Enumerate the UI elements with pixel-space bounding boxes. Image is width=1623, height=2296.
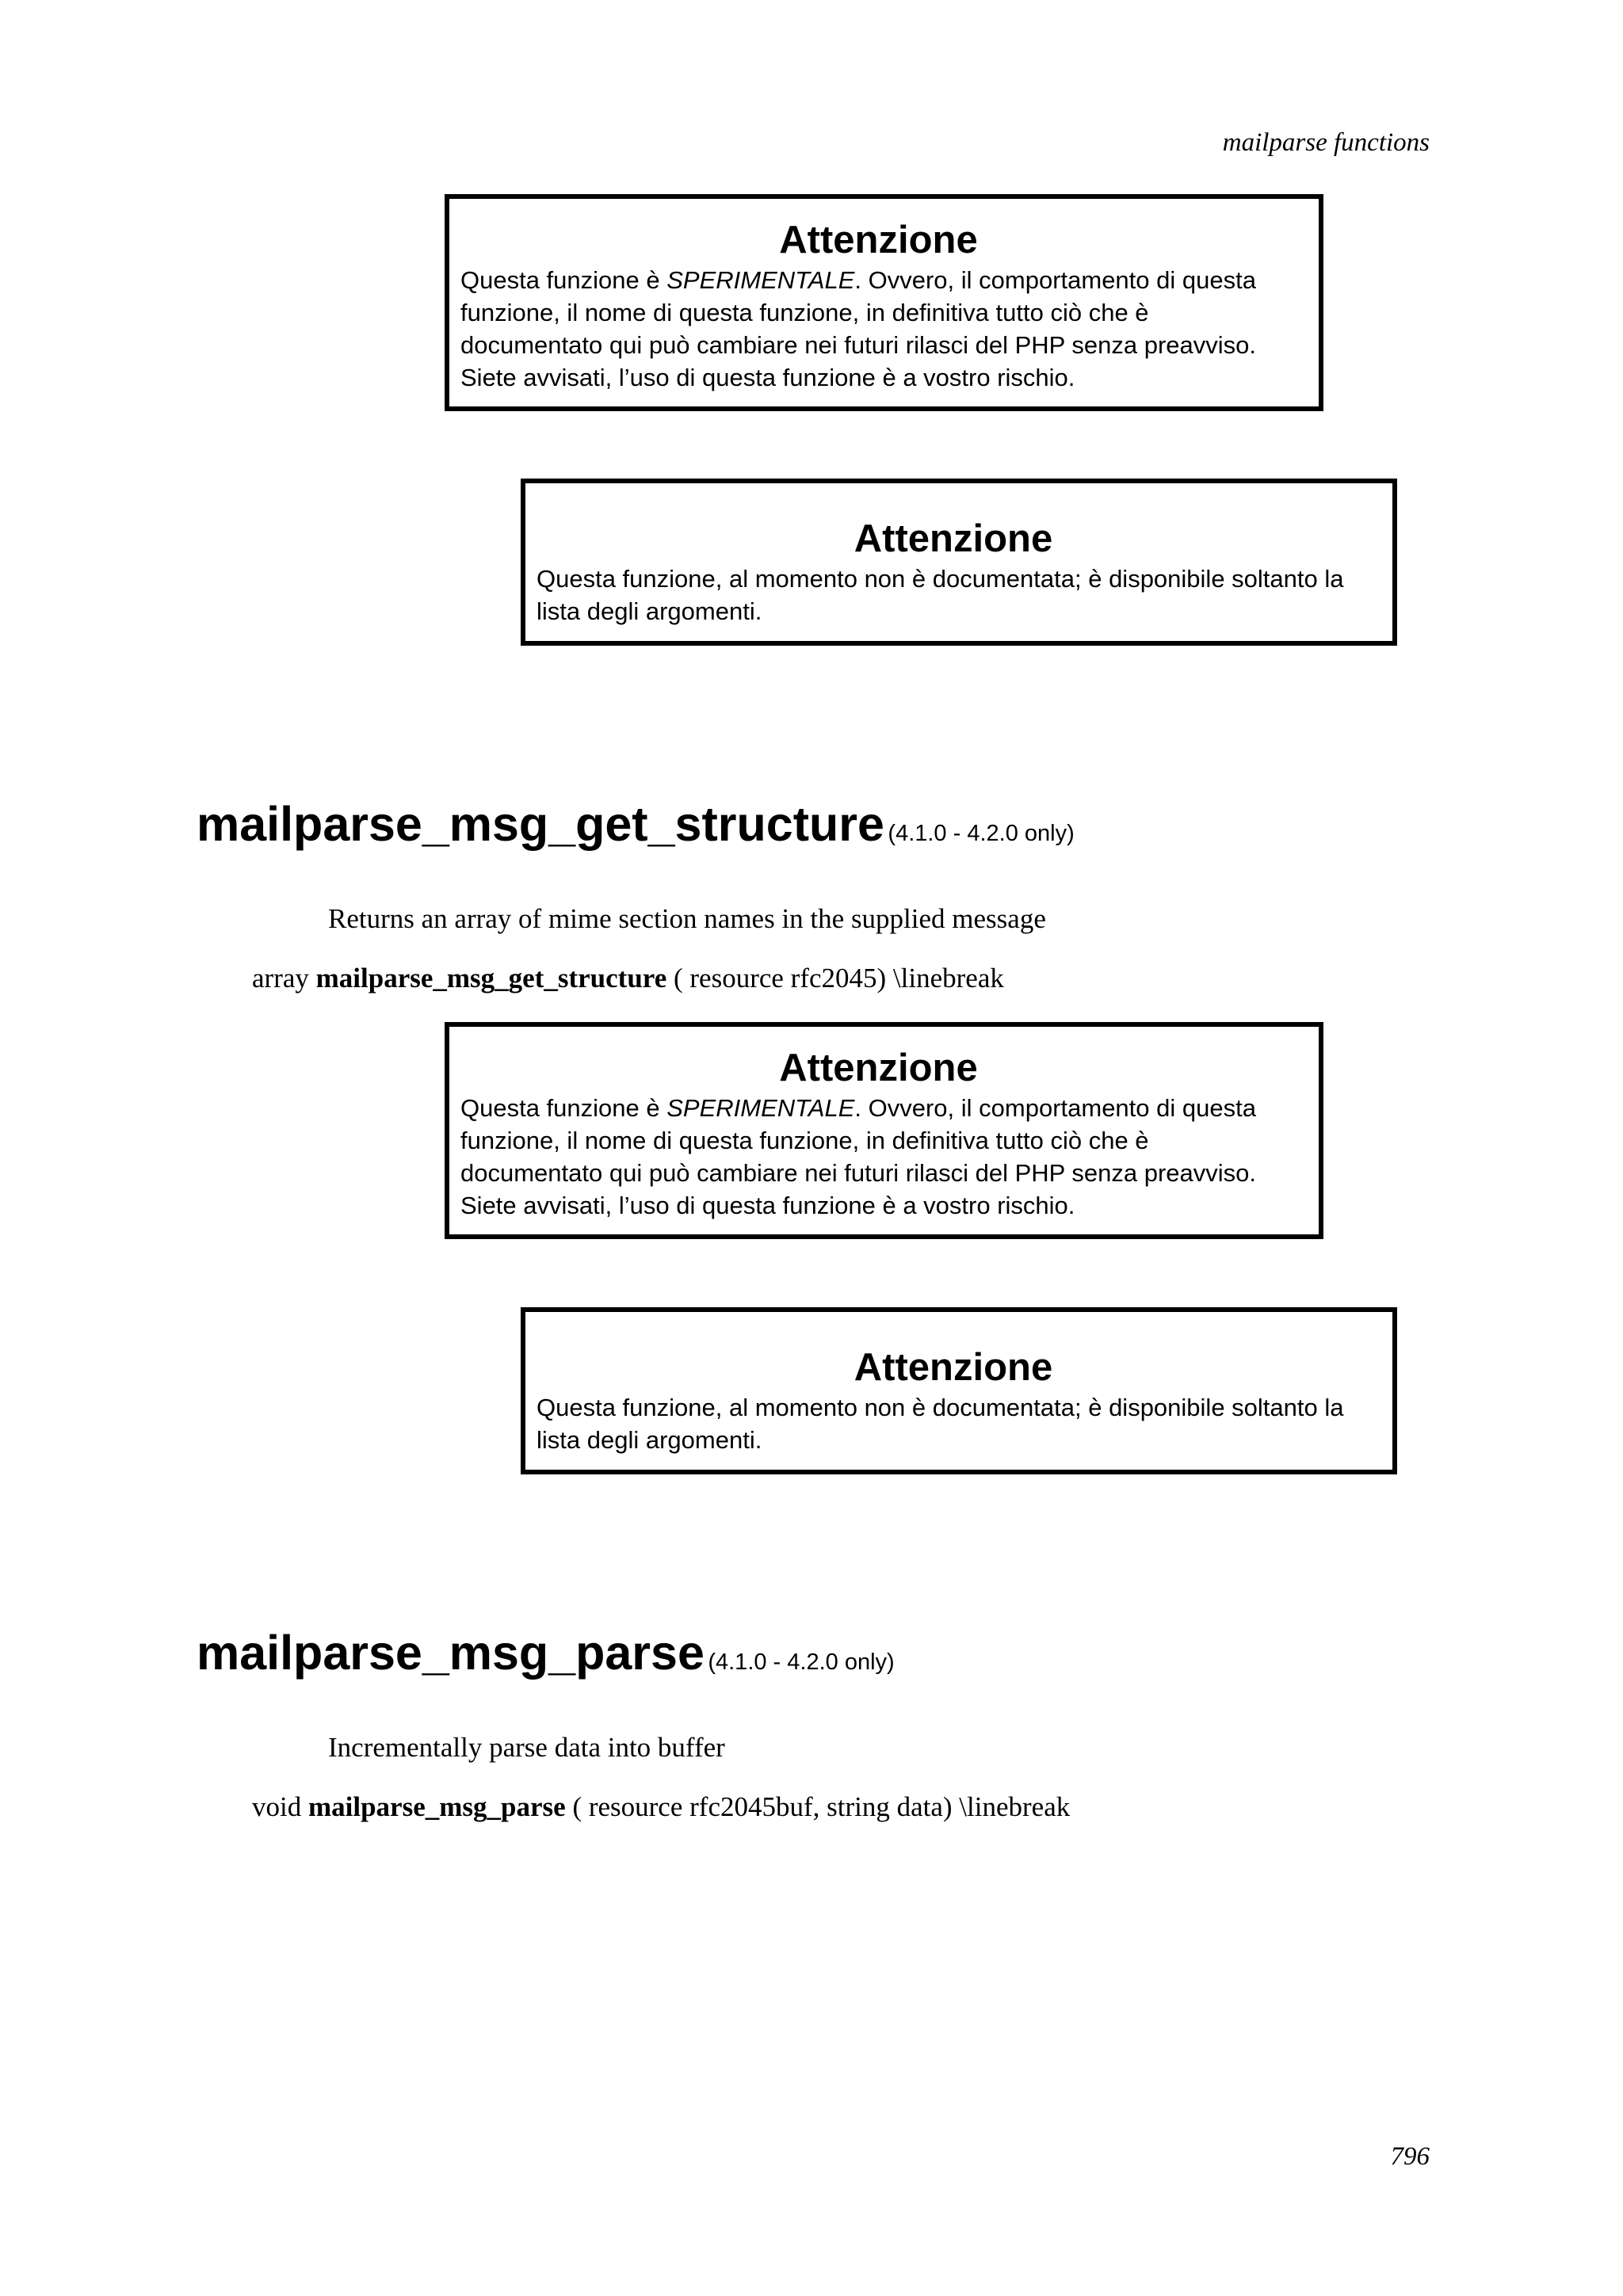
undocumented-warning-box — [521, 479, 1397, 646]
experimental-warning-box — [445, 194, 1323, 411]
running-header: mailparse functions — [1222, 128, 1430, 157]
function-purpose: Returns an array of mime section names in the supplied message — [328, 903, 1046, 934]
synopsis-return-type: array — [252, 963, 309, 994]
function-synopsis — [252, 962, 1004, 995]
warning-title: Attenzione — [854, 517, 1053, 560]
function-version: (4.1.0 - 4.2.0 only) — [708, 1650, 895, 1675]
warning-body-before: Questa funzione è — [460, 1094, 667, 1122]
function-heading — [197, 795, 1075, 852]
synopsis-function-name: mailparse_msg_parse — [307, 1791, 566, 1822]
warning-body: Questa funzione, al momento non è documentata; è disponibile soltanto la lista degli argomenti. — [537, 565, 1344, 625]
synopsis-arguments: ( resource rfc2045) \linebreak — [666, 963, 1004, 994]
warning-title: Attenzione — [779, 1047, 978, 1089]
function-purpose: Incrementally parse data into buffer — [328, 1732, 725, 1763]
warning-body-emphasis: SPERIMENTALE — [666, 1094, 855, 1122]
warning-body-after: . Ovvero, il comportamento di questa funzione, il nome di questa funzione, in definitiva tutto ciò che è documentato qui può cambiare nei futuri rilasci del PHP senza preavviso. Siete avvisati, l’uso di questa funzione è a vostro rischio. — [460, 1094, 1257, 1219]
synopsis-function-name: mailparse_msg_get_structure — [315, 963, 667, 994]
function-heading — [197, 1624, 895, 1681]
undocumented-warning-box — [521, 1307, 1397, 1474]
warning-body: Questa funzione, al momento non è documentata; è disponibile soltanto la lista degli argomenti. — [537, 1394, 1344, 1454]
function-synopsis — [252, 1791, 1070, 1824]
page-number: 796 — [1390, 2142, 1430, 2171]
warning-body — [460, 1092, 1296, 1222]
synopsis-arguments: ( resource rfc2045buf, string data) \linebreak — [565, 1791, 1071, 1822]
warning-title: Attenzione — [779, 219, 978, 261]
function-version: (4.1.0 - 4.2.0 only) — [888, 821, 1075, 846]
warning-title: Attenzione — [854, 1346, 1053, 1389]
warning-body-before: Questa funzione è — [460, 266, 667, 294]
experimental-warning-box — [445, 1022, 1323, 1239]
warning-body — [460, 264, 1296, 394]
warning-body-after: . Ovvero, il comportamento di questa funzione, il nome di questa funzione, in definitiva tutto ciò che è documentato qui può cambiare nei futuri rilasci del PHP senza preavviso. Siete avvisati, l’uso di questa funzione è a vostro rischio. — [460, 266, 1257, 391]
function-name: mailparse_msg_get_structure — [197, 797, 884, 851]
warning-body-emphasis: SPERIMENTALE — [666, 266, 855, 294]
synopsis-return-type: void — [252, 1791, 302, 1822]
function-name: mailparse_msg_parse — [197, 1626, 705, 1680]
